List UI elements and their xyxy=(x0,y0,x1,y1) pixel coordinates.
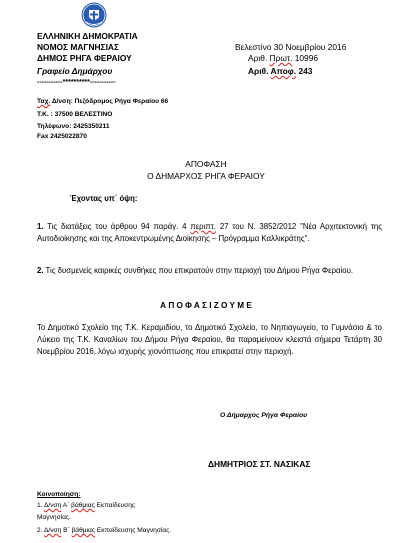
address-abbr: Ταχ. xyxy=(37,98,51,105)
protocol-label: Αριθ. xyxy=(248,53,268,63)
address-text: Δ/νση: Πεζόδρομος Ρήγα Φεραίου 66 xyxy=(50,98,169,105)
having-regard-heading: Έχοντας υπ΄ όψη: xyxy=(70,194,138,203)
decision-number xyxy=(248,66,312,77)
notification-item-2-rest: Εκπαίδευσης Μαγνησίας. xyxy=(95,527,172,534)
notification-heading: Κοινοποίηση: xyxy=(37,491,81,498)
fax-line: Fax 2425022870 xyxy=(37,133,87,140)
header-office: Γραφείο Δημάρχου xyxy=(37,66,113,76)
notification-item-1 xyxy=(37,502,135,510)
notification-item-1-mid: Α΄ xyxy=(61,502,72,509)
notification-item-2-prefix: 2. xyxy=(37,527,44,534)
header-country: ΕΛΛΗΝΙΚΗ ΔΗΜΟΚΡΑΤΙΑ xyxy=(37,31,138,41)
place-date: Βελεστίνο 30 Νοεμβρίου 2016 xyxy=(235,42,347,52)
notification-item-2-level: βάθμιας xyxy=(71,527,96,534)
decision-label: Αριθ. xyxy=(248,66,269,76)
decision-body: Το Δημοτικό Σχολείο της Τ.Κ. Κεραμιδίου, το Δημοτικό Σχολείο, το Νηπιαγωγείο, το Γυμνάσιο & το Λύκειο της Τ.Κ. Καναλίων του Δήμου Ρήγα Φεραίου, θα παραμείνουν κλειστά σήμερα Τετάρτη 30 Νοεμβρίου 2016, λόγω ισχυρής χιονόπτωσης που επικρατεί στην περιοχή. xyxy=(37,323,382,356)
decision-heading: Α Π Ο Φ Α Σ Ι Ζ Ο Υ Μ Ε xyxy=(160,301,252,310)
item-2-number: 2. xyxy=(37,266,44,275)
consideration-item-2 xyxy=(37,265,382,277)
signature-name: ΔΗΜΗΤΡΙΟΣ ΣΤ. ΝΑΣΙΚΑΣ xyxy=(208,459,311,469)
header-prefecture: ΝΟΜΟΣ ΜΑΓΝΗΣΙΑΣ xyxy=(37,42,119,52)
decision-value: 243 xyxy=(298,66,313,76)
protocol-word: Πρωτ. xyxy=(269,53,293,63)
notification-item-1-rest: Εκπαίδευσης xyxy=(94,502,136,509)
consideration-item-1 xyxy=(37,221,382,245)
notification-item-2-mid: Β΄ xyxy=(61,527,72,534)
notification-item-2-dept: Δ/νση xyxy=(43,527,62,534)
signature-role: Ο Δήμαρχος Ρήγα Φεραίου xyxy=(220,412,308,419)
protocol-value: 10996 xyxy=(294,53,319,63)
decision-word: Αποφ. xyxy=(270,66,297,76)
header-municipality: ΔΗΜΟΣ ΡΗΓΑ ΦΕΡΑΙΟΥ xyxy=(37,53,132,63)
protocol-number xyxy=(248,53,318,64)
postal-line: Τ.Κ. : 37500 ΒΕΛΕΣΤΙΝΟ xyxy=(37,111,113,118)
item-1-case-word: περιπτ. xyxy=(190,222,216,231)
item-1-text-a: Τις διατάξεις του άρθρου 94 παράγ. 4 xyxy=(43,222,191,231)
notification-item-1-continued: Μαγνησίας. xyxy=(37,514,71,521)
notification-item-2 xyxy=(37,527,171,535)
address-line xyxy=(37,98,168,106)
header-separator: -----------**********----------- xyxy=(37,79,116,86)
notification-item-1-dept: Δ/νση xyxy=(43,502,62,509)
notification-item-1-prefix: 1. xyxy=(37,502,44,509)
document-subtitle: Ο ΔΗΜΑΡΧΟΣ ΡΗΓΑ ΦΕΡΑΙΟΥ xyxy=(147,171,265,181)
notification-item-1-level: βάθμιας xyxy=(71,502,95,509)
item-1-text-b: 27 του Ν. 3852/2012 "Νέα Αρχιτεκτονική της Αυτοδιοίκησης και της Αποκεντρωμένης Διοίκησης – Πρόγραμμα Καλλικράτης". xyxy=(37,222,383,243)
item-2-text: Τις δυσμενείς καιρικές συνθήκες που επικρατούν στην περιοχή του Δήμου Ρήγα Φεραίου. xyxy=(43,266,354,275)
item-1-number: 1. xyxy=(37,222,44,231)
greek-coat-of-arms-icon xyxy=(81,2,107,28)
phone-line: Τηλέφωνο: 2425350211 xyxy=(37,123,110,130)
document-title: ΑΠΟΦΑΣΗ xyxy=(185,159,227,169)
